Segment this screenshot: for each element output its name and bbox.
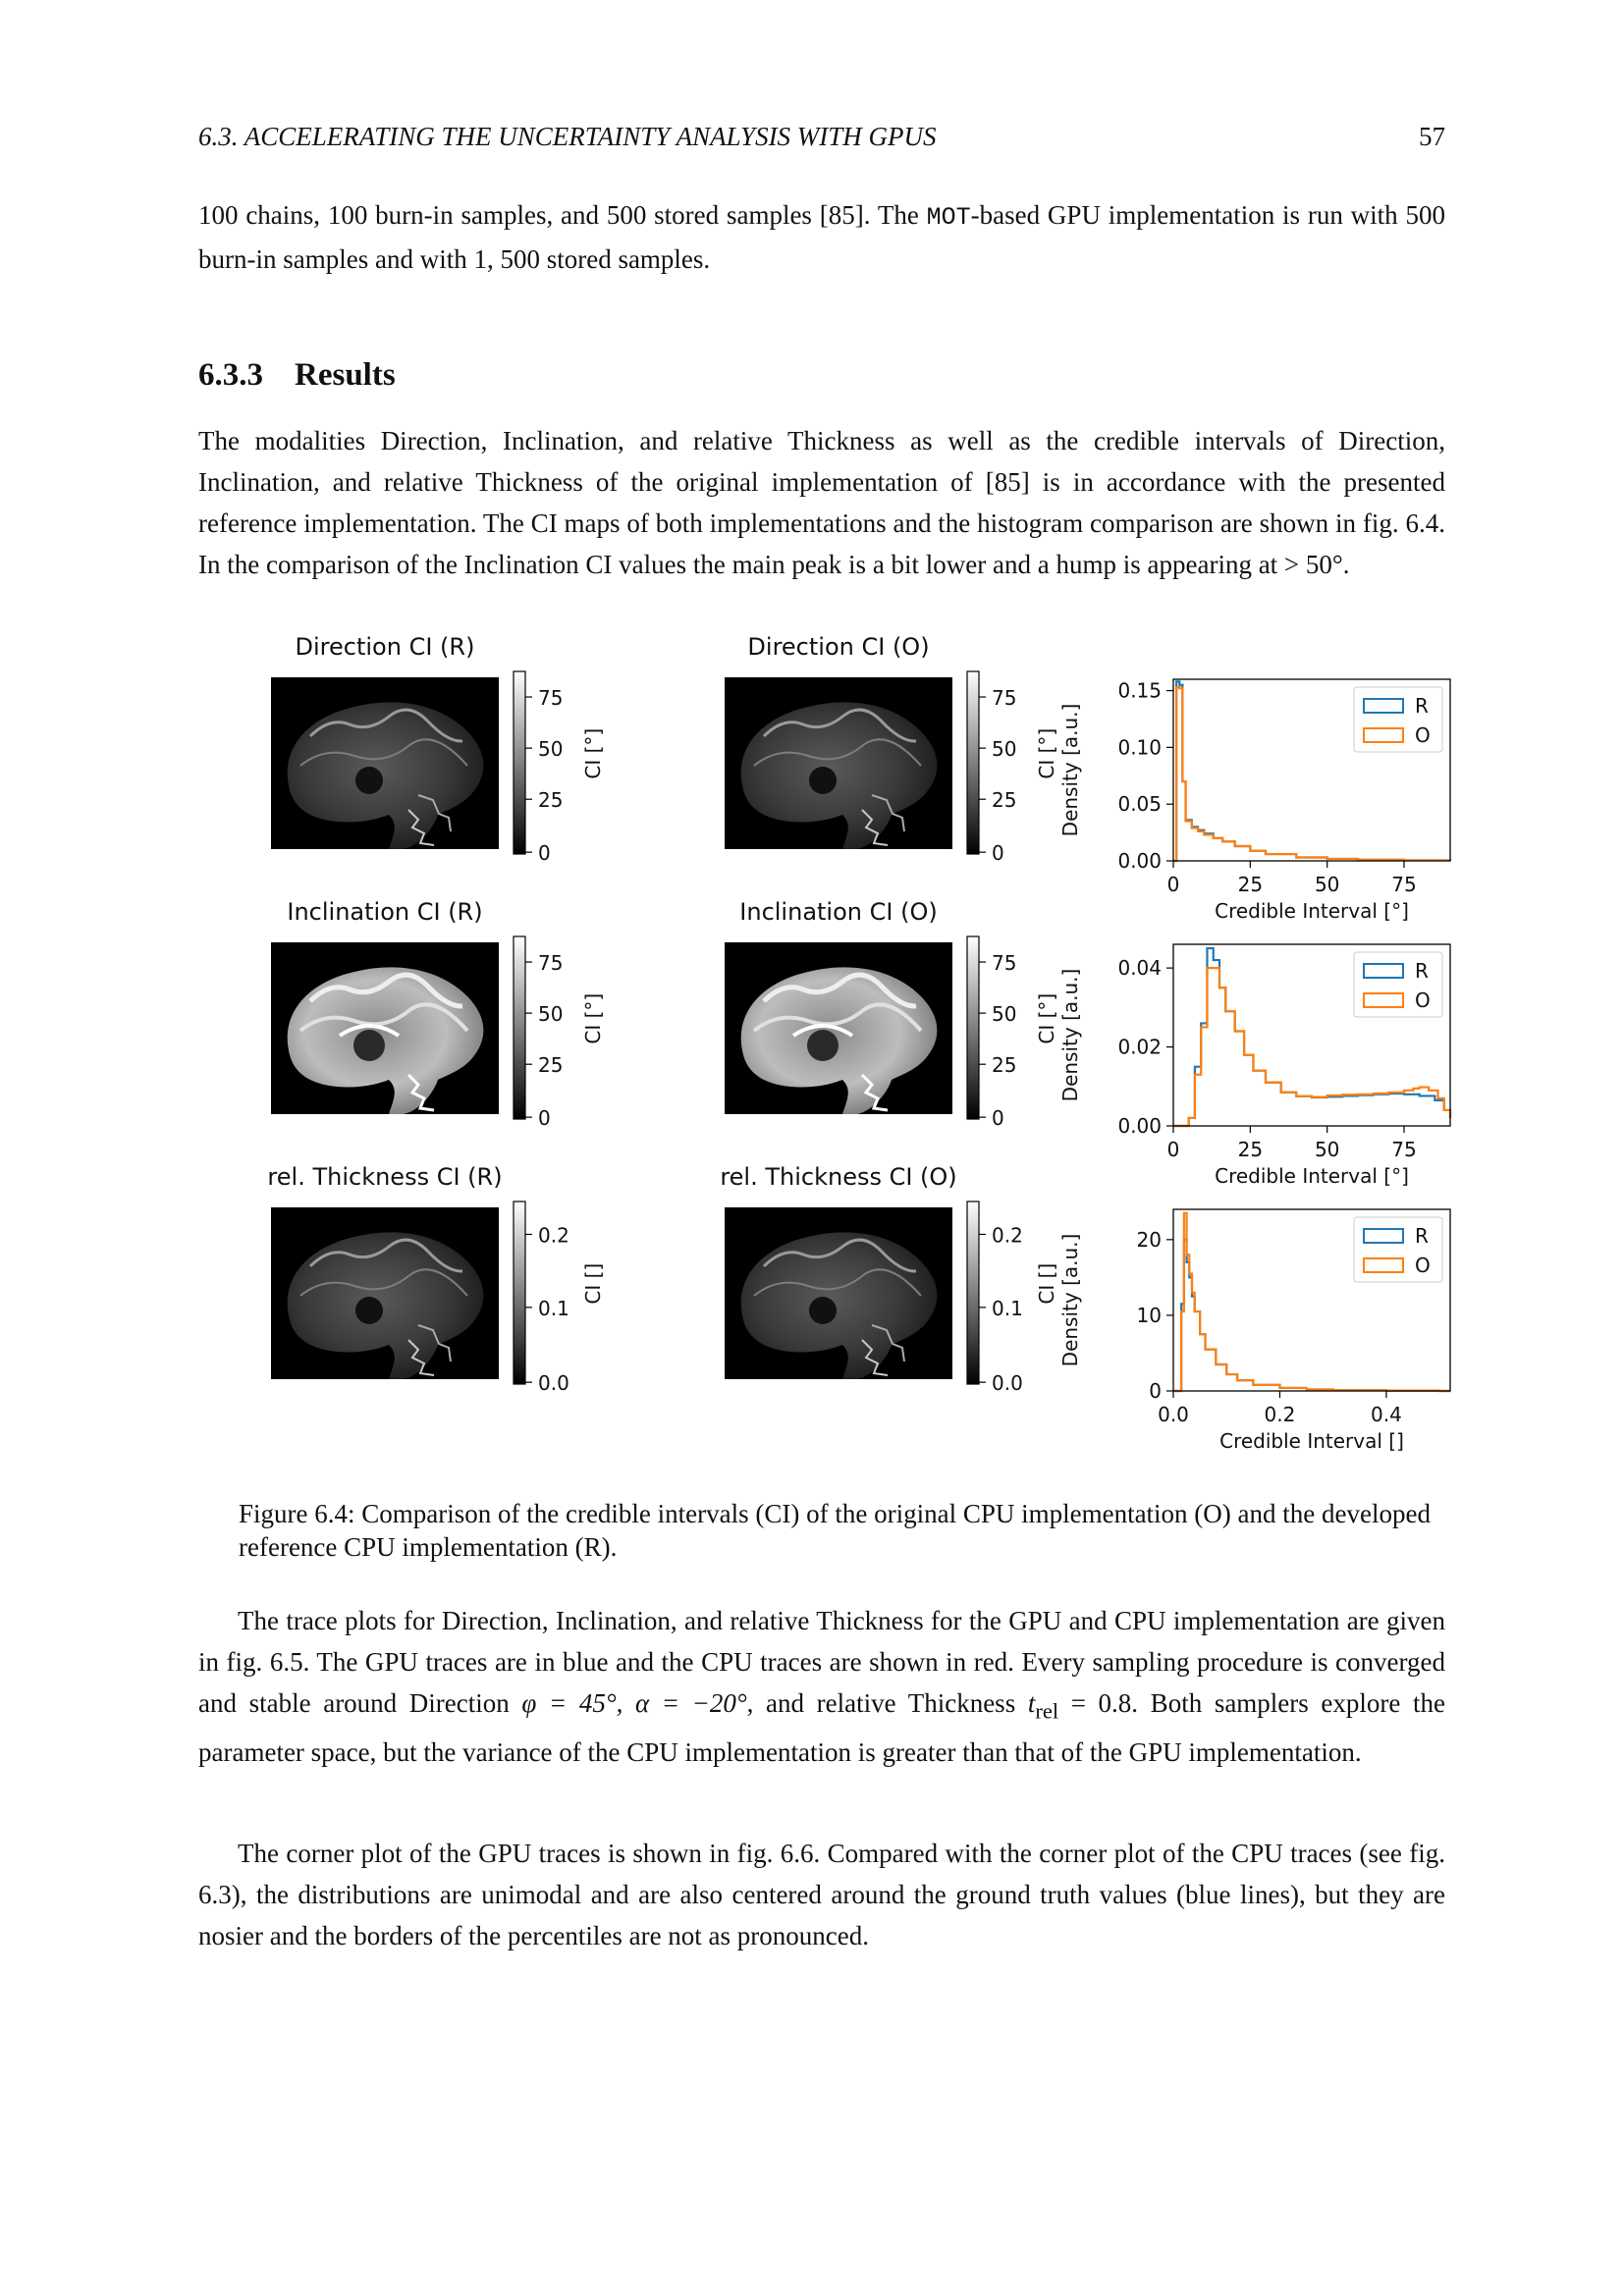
para1-code: MOT [926, 203, 971, 232]
x-tick-label: 75 [1391, 873, 1417, 896]
x-tick-label: 25 [1237, 1138, 1264, 1161]
para3-text-b: , and relative Thickness [746, 1688, 1028, 1718]
colorbar-tick-label: 0.1 [992, 1296, 1023, 1320]
paragraph-4: The corner plot of the GPU traces is shown in fig. 6.6. Compared with the corner plot of the CPU traces (see fig. 6.3), the distributions are unimodal and are also centered around the ground truth values (blue lines), but they are nosier and the borders of the percentiles are not as pronounced. [198, 1839, 1445, 1950]
colorbar-label: CI [] [1035, 1262, 1058, 1305]
colorbar [967, 1201, 979, 1384]
para3-angles: φ = 45°, α = −20° [521, 1688, 747, 1718]
colorbar-tick-label: 50 [538, 737, 564, 762]
colorbar-tick-label: 0 [992, 841, 1004, 866]
colorbar [514, 1201, 525, 1384]
colorbar-tick-label: 50 [538, 1002, 564, 1027]
map-title: Inclination CI (O) [739, 898, 938, 926]
y-tick-label: 0.02 [1117, 1035, 1162, 1059]
para3-t-symbol: t [1027, 1688, 1036, 1718]
x-tick-label: 0 [1166, 1138, 1180, 1161]
map-title: rel. Thickness CI (O) [720, 1163, 957, 1191]
y-tick-label: 0.00 [1117, 849, 1162, 873]
y-tick-label: 0.10 [1117, 735, 1162, 760]
colorbar-label: CI [] [581, 1262, 605, 1305]
figure-6-4 [236, 628, 1492, 1472]
y-axis-label: Density [a.u.] [1058, 1233, 1082, 1367]
para1-text-b: -based GPU implementation is run with 500 burn-in samples and with 1, 500 stored samples. [198, 200, 1445, 274]
colorbar [514, 671, 525, 854]
colorbar-tick-label: 25 [538, 1053, 564, 1078]
histogram-chart [1058, 679, 1450, 923]
colorbar-tick-label: 75 [992, 951, 1017, 976]
map-title: Direction CI (O) [747, 633, 930, 661]
map-title: Direction CI (R) [295, 633, 475, 661]
section-title: Results [295, 357, 396, 393]
colorbar-tick-label: 0.0 [538, 1371, 569, 1396]
map-title: rel. Thickness CI (R) [267, 1163, 503, 1191]
y-axis-label: Density [a.u.] [1058, 703, 1082, 837]
legend-label-O: O [1415, 988, 1431, 1012]
para3-t-subscript: rel [1035, 1698, 1059, 1724]
ci-map-panel [725, 633, 1058, 865]
colorbar-tick-label: 0.2 [538, 1223, 569, 1248]
paragraph-1 [198, 194, 1445, 280]
colorbar-tick-label: 0.1 [538, 1296, 569, 1320]
page-header [198, 122, 1445, 161]
colorbar-tick-label: 0 [538, 841, 551, 866]
brain-map-image [725, 677, 952, 849]
colorbar-label: CI [°] [1035, 992, 1058, 1044]
x-tick-label: 0 [1166, 873, 1180, 896]
caption-text: Comparison of the credible intervals (CI) of the original CPU implementation (O) and the developed reference CPU implementation (R). [239, 1499, 1431, 1562]
y-tick-label: 0.15 [1117, 678, 1162, 703]
colorbar [514, 936, 525, 1119]
x-tick-label: 0.2 [1264, 1403, 1296, 1426]
ci-map-panel [271, 633, 605, 865]
paragraph-2: The modalities Direction, Inclination, and relative Thickness as well as the credible intervals of Direction, Inclination, and relative Thickness of the original implementation of [85] is in accordance with the presented reference implementation. The CI maps of both implementations and the histogram comparison are shown in fig. 6.4. In the comparison of the Inclination CI values the main peak is a bit lower and a hump is appearing at > 50°. [198, 426, 1445, 579]
legend-label-R: R [1415, 1224, 1429, 1248]
para3-text-c: = 0.8. Both samplers explore the parameter space, but the variance of the CPU implementation is greater than that of the GPU implementation. [198, 1688, 1445, 1768]
legend-label-O: O [1415, 1254, 1431, 1277]
y-tick-label: 0.04 [1117, 956, 1162, 981]
colorbar-tick-label: 25 [538, 788, 564, 813]
ci-map-panel [725, 898, 1058, 1130]
brain-map-image [271, 1207, 499, 1379]
brain-map-image [725, 942, 952, 1114]
paragraph-3 [198, 1600, 1445, 1773]
colorbar-tick-label: 0.2 [992, 1223, 1023, 1248]
ci-map-panel [720, 1163, 1058, 1395]
legend-label-R: R [1415, 959, 1429, 983]
colorbar-tick-label: 0 [992, 1106, 1004, 1131]
para1-text-a: 100 chains, 100 burn-in samples, and 500 stored samples [85]. The [198, 200, 927, 230]
x-tick-label: 0.0 [1158, 1403, 1189, 1426]
legend-label-O: O [1415, 723, 1431, 747]
histogram-chart [1058, 1209, 1450, 1453]
colorbar-tick-label: 50 [992, 1002, 1017, 1027]
ci-map-panel [271, 898, 605, 1130]
colorbar-tick-label: 50 [992, 737, 1017, 762]
x-axis-label: Credible Interval [°] [1215, 1164, 1409, 1188]
colorbar-tick-label: 0 [538, 1106, 551, 1131]
x-tick-label: 50 [1314, 873, 1340, 896]
ci-map-panel [267, 1163, 605, 1395]
caption-label: Figure 6.4: [239, 1499, 355, 1528]
colorbar-tick-label: 75 [538, 686, 564, 711]
y-tick-label: 0 [1149, 1379, 1162, 1403]
x-tick-label: 50 [1314, 1138, 1340, 1161]
section-number: 6.3.3 [198, 357, 263, 393]
x-axis-label: Credible Interval [] [1219, 1429, 1404, 1453]
figure-caption [239, 1497, 1486, 1564]
colorbar-label: CI [°] [581, 992, 605, 1044]
x-tick-label: 25 [1237, 873, 1264, 896]
histogram-chart [1058, 944, 1450, 1188]
colorbar-tick-label: 75 [992, 686, 1017, 711]
colorbar-label: CI [°] [1035, 727, 1058, 779]
y-tick-label: 0.05 [1117, 792, 1162, 817]
colorbar-tick-label: 25 [992, 788, 1017, 813]
x-tick-label: 75 [1391, 1138, 1417, 1161]
map-title: Inclination CI (R) [287, 898, 483, 926]
x-tick-label: 0.4 [1371, 1403, 1402, 1426]
colorbar-tick-label: 0.0 [992, 1371, 1023, 1396]
y-tick-label: 0.00 [1117, 1114, 1162, 1138]
brain-map-image [271, 942, 499, 1114]
legend-label-R: R [1415, 694, 1429, 718]
colorbar-label: CI [°] [581, 727, 605, 779]
page-number: 57 [1419, 122, 1445, 151]
colorbar [967, 936, 979, 1119]
colorbar-tick-label: 75 [538, 951, 564, 976]
header-section: 6.3. ACCELERATING THE UNCERTAINTY ANALYSIS WITH GPUS [198, 122, 937, 151]
y-tick-label: 20 [1136, 1227, 1162, 1252]
colorbar [967, 671, 979, 854]
colorbar-tick-label: 25 [992, 1053, 1017, 1078]
brain-map-image [271, 677, 499, 849]
section-heading [198, 357, 396, 394]
x-axis-label: Credible Interval [°] [1215, 899, 1409, 923]
brain-map-image [725, 1207, 952, 1379]
y-axis-label: Density [a.u.] [1058, 968, 1082, 1102]
para3-text-a: The trace plots for Direction, Inclination, and relative Thickness for the GPU and CPU implementation are given in fig. 6.5. The GPU traces are in blue and the CPU traces are shown in red. Every sampling procedure is converged and stable around Direction [198, 1606, 1445, 1718]
y-tick-label: 10 [1136, 1303, 1162, 1327]
